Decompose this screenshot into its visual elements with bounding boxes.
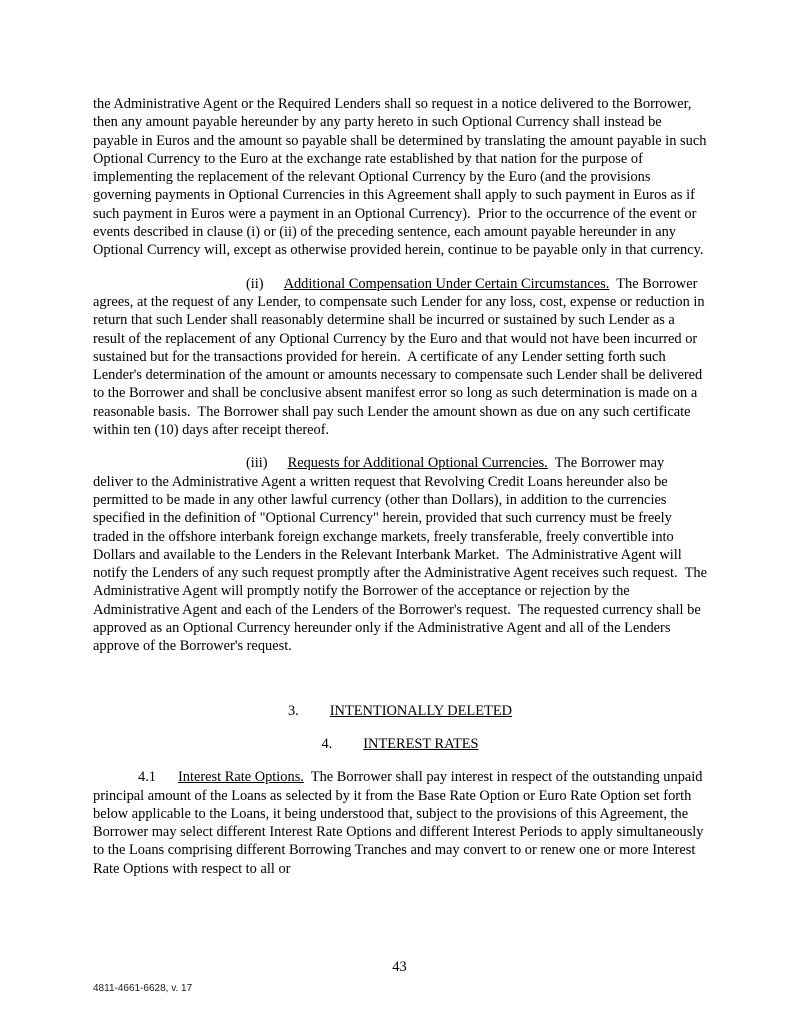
- paragraph-clause-ii: [93, 275, 707, 440]
- document-id-footer: 4811-4661-6628, v. 17: [93, 983, 193, 994]
- section-4-1-number: 4.1: [138, 769, 156, 786]
- section-4-heading: [93, 735, 707, 753]
- document-body: [93, 95, 711, 878]
- paragraph-section-4-1: [93, 768, 707, 878]
- clause-ii-text: The Borrower agrees, at the request of any Lender, to compensate such Lender for any loss, cost, expense or reduction in return that such Lender shall reasonably determine shall be incurred or sustained by such Lender as a result of the replacement of any Optional Currency by the Euro and that would not have been incurred or sustained but for the transactions provided for herein. A certificate of any Lender setting forth such Lender's determination of the amount or amounts necessary to compensate such Lender shall be delivered to the Borrower and shall be conclusive absent manifest error so long as such determination is made on a reasonable basis. The Borrower shall pay such Lender the amount shown as due on any such certificate within ten (10) days after receipt thereof.: [93, 275, 709, 439]
- page-number: 43: [392, 959, 407, 975]
- clause-iii-number: (iii): [246, 455, 268, 472]
- clause-ii-heading: Additional Compensation Under Certain Circumstances.: [283, 275, 610, 292]
- section-4-number: 4.: [321, 735, 333, 752]
- clause-iii-text: The Borrower may deliver to the Administrative Agent a written request that Revolving Credit Loans hereunder also be permitted to be made in any other lawful currency (other than Dollars), in addition to the currencies specified in the definition of "Optional Currency" herein, provided that such currency must be freely traded in the offshore interbank foreign exchange markets, freely transferable, freely convertible into Dollars and available to the Lenders in the Relevant Interbank Market. The Administrative Agent will notify the Lenders of any such request promptly after the Administrative Agent receives such request. The Administrative Agent will promptly notify the Borrower of the acceptance or rejection by the Administrative Agent and each of the Lenders of the Borrower's request. The requested currency shall be approved as an Optional Currency hereunder only if the Administrative Agent and all of the Lenders approve of the Borrower's request.: [93, 455, 710, 655]
- section-3-number: 3.: [287, 702, 299, 719]
- section-4-1-text: The Borrower shall pay interest in respect of the outstanding unpaid principal amount of the Loans as selected by it from the Base Rate Option or Euro Rate Option set forth below applicable to the Loans, it being understood that, subject to the provisions of this Agreement, the Borrower may select different Interest Rate Options and different Interest Periods to apply simultaneously to the Loans comprising different Borrowing Tranches and may convert to or renew one or more Interest Rate Options with respect to all or: [93, 769, 708, 877]
- section-4-title: INTEREST RATES: [363, 735, 479, 752]
- clause-ii-number: (ii): [246, 275, 264, 292]
- section-3-title: INTENTIONALLY DELETED: [329, 702, 513, 719]
- paragraph-continuation: the Administrative Agent or the Required Lenders shall so request in a notice delivered to the Borrower, then any amount payable hereunder by any party hereto in such Optional Currency shall instead be payable in Euros and the amount so payable shall be determined by translating the amount payable in such Optional Currency to the Euro at the exchange rate established by that nation for the purpose of implementing the replacement of the relevant Optional Currency by the Euro (and the provisions governing payments in Optional Currencies in this Agreement shall apply to such payment in Euros as if such payment in Euros were a payment in an Optional Currency). Prior to the occurrence of the event or events described in clause (i) or (ii) of the preceding sentence, each amount payable hereunder in any Optional Currency will, except as otherwise provided herein, continue to be payable only in that currency.: [93, 96, 711, 259]
- clause-iii-heading: Requests for Additional Optional Currencies.: [287, 455, 548, 472]
- paragraph-clause-iii: [93, 454, 710, 655]
- section-3-heading: [93, 702, 707, 720]
- section-4-1-heading: Interest Rate Options.: [178, 769, 304, 786]
